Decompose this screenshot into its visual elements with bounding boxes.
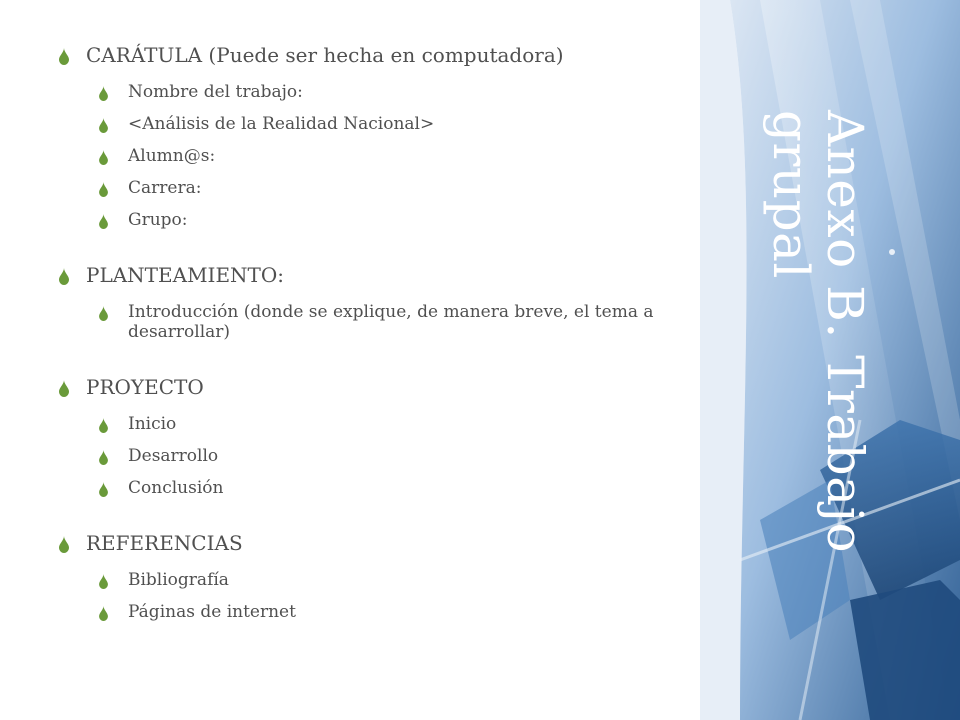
drop-bullet-icon bbox=[98, 150, 109, 165]
outline-item-text: Desarrollo bbox=[128, 446, 219, 466]
drop-bullet-icon bbox=[98, 182, 109, 197]
bullet-mark bbox=[98, 150, 109, 165]
section-heading-text: REFERENCIAS bbox=[86, 531, 243, 555]
outline-item bbox=[98, 602, 698, 622]
drop-bullet-icon bbox=[98, 418, 109, 433]
outline-item-text: Grupo: bbox=[128, 210, 188, 230]
section-heading bbox=[58, 528, 698, 558]
bullet-mark bbox=[98, 450, 109, 465]
outline-item-text: Bibliografía bbox=[128, 570, 229, 590]
outline-item bbox=[98, 178, 698, 198]
outline-item-text: Nombre del trabajo: bbox=[128, 82, 303, 102]
drop-bullet-icon bbox=[98, 482, 109, 497]
bullet-mark bbox=[98, 418, 109, 433]
section-heading-text: PROYECTO bbox=[86, 375, 204, 399]
slide-content bbox=[58, 40, 698, 652]
drop-bullet-icon bbox=[58, 380, 70, 397]
section-heading-text: PLANTEAMIENTO: bbox=[86, 263, 285, 287]
bullet-mark bbox=[98, 214, 109, 229]
outline-item-text: Inicio bbox=[128, 414, 177, 434]
drop-bullet-icon bbox=[58, 48, 70, 65]
section-heading bbox=[58, 372, 698, 402]
bullet-mark bbox=[58, 48, 70, 65]
outline-item bbox=[98, 82, 698, 102]
outline-section bbox=[58, 40, 698, 230]
outline-section bbox=[58, 260, 698, 342]
drop-bullet-icon bbox=[58, 536, 70, 553]
outline-item bbox=[98, 146, 698, 166]
section-heading bbox=[58, 40, 698, 70]
outline-item bbox=[98, 302, 698, 342]
bullet-mark bbox=[98, 118, 109, 133]
bullet-mark bbox=[98, 574, 109, 589]
outline-item-text: Introducción (donde se explique, de manera breve, el tema a desarrollar) bbox=[128, 302, 654, 342]
bullet-mark bbox=[98, 86, 109, 101]
outline-item-text: Carrera: bbox=[128, 178, 202, 198]
drop-bullet-icon bbox=[98, 450, 109, 465]
slide-title: Anexo B. Trabajo grupal bbox=[762, 110, 874, 554]
drop-bullet-icon bbox=[98, 606, 109, 621]
outline-item bbox=[98, 414, 698, 434]
outline-item-text: Conclusión bbox=[128, 478, 224, 498]
bullet-mark bbox=[98, 182, 109, 197]
bullet-mark bbox=[58, 268, 70, 285]
bullet-mark bbox=[58, 380, 70, 397]
drop-bullet-icon bbox=[98, 574, 109, 589]
outline-item-text: Alumn@s: bbox=[128, 146, 216, 166]
outline-item-text: Páginas de internet bbox=[128, 602, 296, 622]
bullet-mark bbox=[98, 306, 109, 321]
outline-section bbox=[58, 372, 698, 498]
drop-bullet-icon bbox=[98, 214, 109, 229]
outline-item-text: <Análisis de la Realidad Nacional> bbox=[128, 114, 435, 134]
bullet-mark bbox=[58, 536, 70, 553]
outline-item bbox=[98, 478, 698, 498]
bullet-mark bbox=[98, 606, 109, 621]
bullet-mark bbox=[98, 482, 109, 497]
outline-item bbox=[98, 114, 698, 134]
outline-item bbox=[98, 570, 698, 590]
drop-bullet-icon bbox=[98, 86, 109, 101]
section-heading-text: CARÁTULA (Puede ser hecha en computadora) bbox=[86, 43, 564, 67]
outline-section bbox=[58, 528, 698, 622]
section-heading bbox=[58, 260, 698, 290]
drop-bullet-icon bbox=[98, 306, 109, 321]
drop-bullet-icon bbox=[58, 268, 70, 285]
outline-item bbox=[98, 210, 698, 230]
drop-bullet-icon bbox=[98, 118, 109, 133]
outline-item bbox=[98, 446, 698, 466]
